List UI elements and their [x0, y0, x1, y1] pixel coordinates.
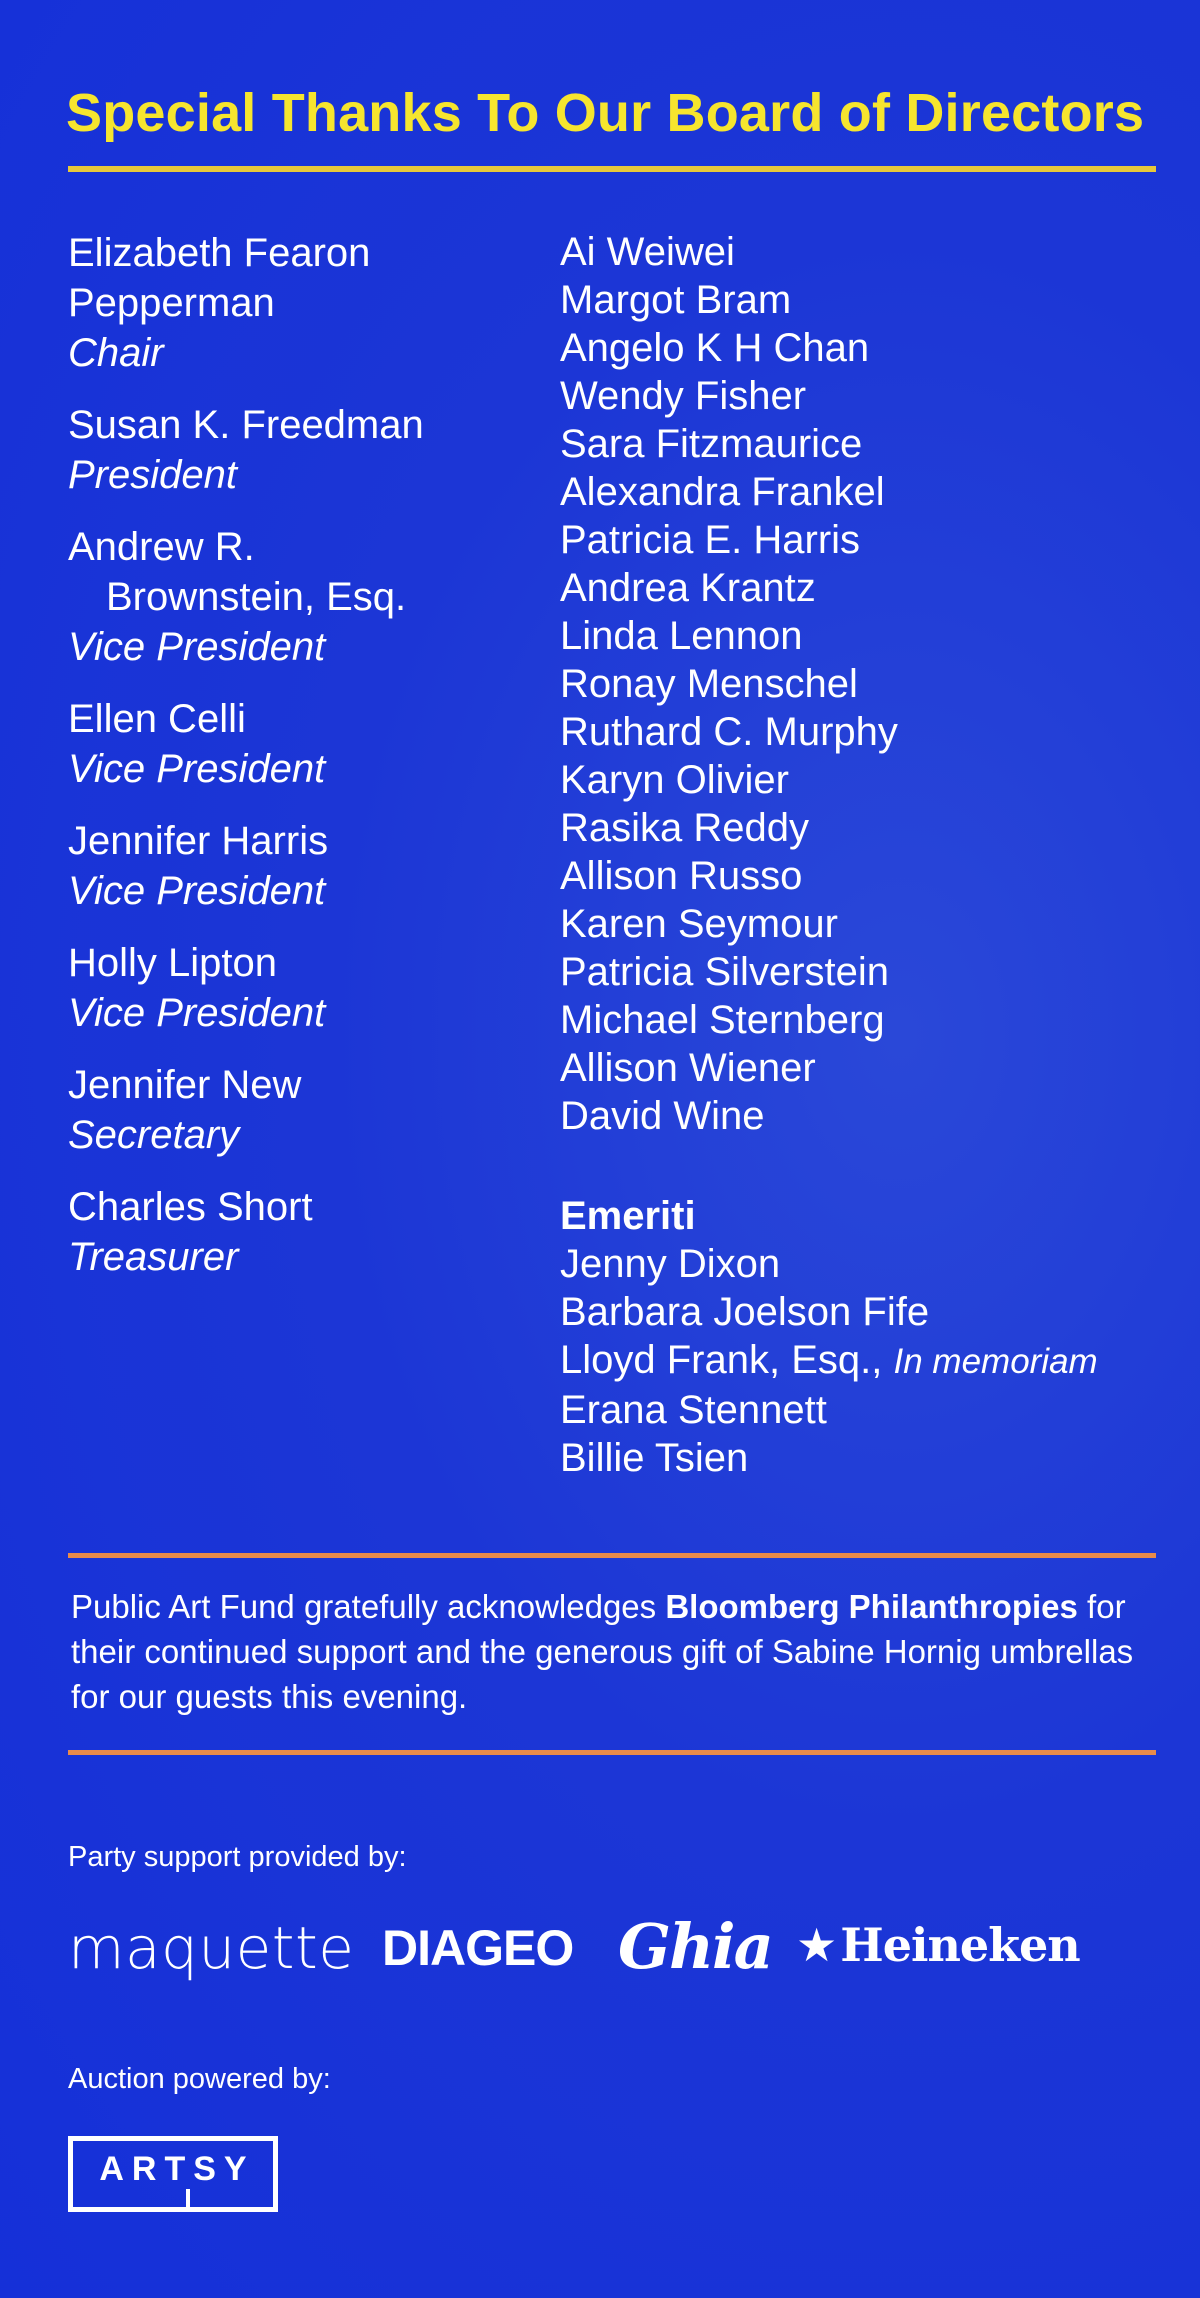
director-name: Rasika Reddy: [560, 806, 810, 850]
officer-entry: [68, 816, 528, 916]
emeritus-name: Erana Stennett: [560, 1388, 827, 1432]
officer-entry: [68, 1182, 528, 1282]
officer-name: Jennifer Harris: [68, 819, 329, 863]
ack-text-end: for their continued support and the generous gift of Sabine Hornig umbrellas for our guests this evening.: [71, 1588, 1134, 1715]
sponsor-logos: [68, 1912, 1168, 1982]
director-name: Ronay Menschel: [560, 662, 858, 706]
officer-name: Charles Short: [68, 1185, 313, 1229]
officer-entry: [68, 400, 528, 500]
director-name: Patricia E. Harris: [560, 518, 861, 562]
officer-role: Chair: [68, 331, 164, 375]
officer-name: [68, 522, 528, 622]
director-name: Ruthard C. Murphy: [560, 710, 898, 754]
diageo-logo: DIAGEO: [382, 1920, 574, 1976]
emeriti-heading: Emeriti: [560, 1194, 696, 1238]
page-title: Special Thanks To Our Board of Directors: [66, 83, 1145, 143]
director-name: Ai Weiwei: [560, 230, 735, 274]
heineken-wordmark: Heineken: [840, 1918, 1080, 1972]
officers-column: [68, 228, 528, 1304]
director-name: Andrea Krantz: [560, 566, 816, 610]
maquette-logo: maquette: [68, 1914, 355, 1982]
officer-role: Treasurer: [68, 1235, 239, 1279]
director-name: Allison Russo: [560, 854, 803, 898]
emeritus-name: Lloyd Frank, Esq.,: [560, 1338, 883, 1382]
acknowledgement-text: [71, 1584, 1161, 1719]
emeritus-name: Barbara Joelson Fife: [560, 1290, 930, 1334]
officer-name-line2: Brownstein, Esq.: [106, 575, 407, 619]
ack-divider-top: [68, 1553, 1156, 1558]
ack-divider-bottom: [68, 1750, 1156, 1755]
officer-name: Jennifer New: [68, 1063, 302, 1107]
director-name: Karen Seymour: [560, 902, 838, 946]
officer-role: Vice President: [68, 625, 326, 669]
director-name: David Wine: [560, 1094, 765, 1138]
officer-entry: [68, 938, 528, 1038]
director-name: Karyn Olivier: [560, 758, 789, 802]
officer-name: Elizabeth Fearon Pepperman: [68, 231, 371, 325]
officer-name-line1: Andrew R.: [68, 525, 255, 569]
director-name: Margot Bram: [560, 278, 792, 322]
director-name: Sara Fitzmaurice: [560, 422, 863, 466]
artsy-logo: [68, 2136, 278, 2212]
officer-entry: [68, 694, 528, 794]
director-name: Wendy Fisher: [560, 374, 807, 418]
director-name: Angelo K H Chan: [560, 326, 870, 370]
emeritus-name: Jenny Dixon: [560, 1242, 781, 1286]
director-name: Allison Wiener: [560, 1046, 816, 1090]
officer-role: Vice President: [68, 991, 326, 1035]
officer-entry: [68, 1060, 528, 1160]
officer-role: Vice President: [68, 747, 326, 791]
emeritus-entry: [560, 1336, 1180, 1386]
emeritus-name: Billie Tsien: [560, 1436, 749, 1480]
officer-entry: [68, 228, 528, 378]
officer-name: Holly Lipton: [68, 941, 278, 985]
artsy-logo-tick: [186, 2189, 190, 2207]
officer-role: Secretary: [68, 1113, 240, 1157]
officer-role: President: [68, 453, 237, 497]
artsy-wordmark: ARTSY: [99, 2150, 255, 2188]
ack-text-start: Public Art Fund gratefully acknowledges: [71, 1588, 666, 1625]
officer-name: Ellen Celli: [68, 697, 246, 741]
officer-entry: [68, 522, 528, 672]
title-divider: [68, 166, 1156, 172]
memoriam-note: In memoriam: [893, 1342, 1098, 1381]
directors-column: [560, 228, 1180, 1482]
party-support-label: Party support provided by:: [68, 1841, 407, 1873]
heineken-logo: [796, 1918, 1080, 1972]
director-name: Patricia Silverstein: [560, 950, 890, 994]
ghia-logo: Ghia: [618, 1910, 772, 1983]
director-name: Michael Sternberg: [560, 998, 885, 1042]
director-name: Linda Lennon: [560, 614, 803, 658]
auction-label: Auction powered by:: [68, 2063, 331, 2095]
officer-role: Vice President: [68, 869, 326, 913]
star-icon: ★: [796, 1918, 837, 1972]
director-name: Alexandra Frankel: [560, 470, 885, 514]
officer-name: Susan K. Freedman: [68, 403, 424, 447]
ack-sponsor-name: Bloomberg Philanthropies: [665, 1588, 1078, 1625]
